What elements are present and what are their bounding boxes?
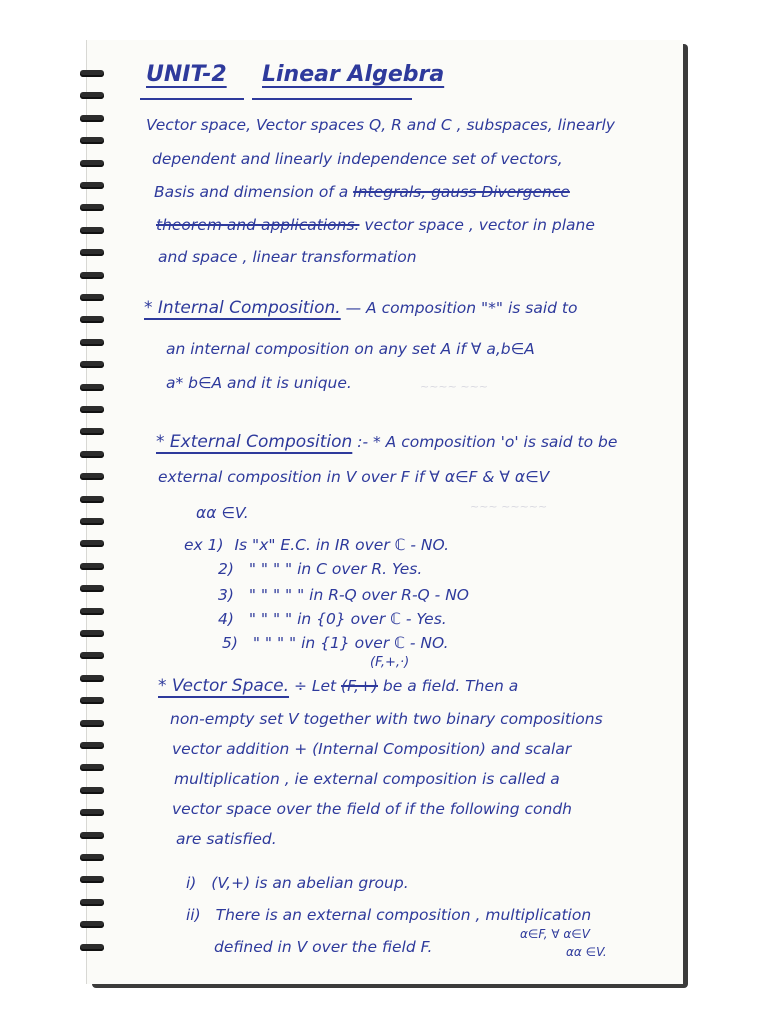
subject-underline (252, 98, 412, 100)
example-number: 3) (218, 586, 234, 604)
example-text: " " " " " in R-Q over R-Q - NO (248, 586, 469, 604)
binding-coil (80, 764, 104, 771)
condition-number: i) (186, 874, 197, 892)
syllabus-line-3-text: Basis and dimension of a (154, 183, 354, 201)
example-text: " " " " in C over R. Yes. (248, 560, 423, 578)
example-row (218, 562, 422, 578)
struck-text: Integrals, gauss Divergence (353, 183, 570, 201)
binding-coil (80, 652, 104, 659)
condition-row (186, 908, 591, 924)
binding-coil (80, 720, 104, 727)
vector-space-line-3: vector addition + (Internal Composition) and scalar (172, 740, 572, 758)
binding-coil (80, 227, 104, 234)
binding-coil (80, 675, 104, 682)
binding-coil (80, 182, 104, 189)
binding-coil (80, 294, 104, 301)
binding-coil (80, 540, 104, 547)
example-row (222, 636, 449, 652)
binding-coil (80, 832, 104, 839)
binding-coil (80, 249, 104, 256)
external-composition-line-1 (156, 434, 617, 451)
binding-coil (80, 563, 104, 570)
binding-coil (80, 160, 104, 167)
vector-space-text: be a field. Then a (377, 677, 519, 695)
example-row (184, 538, 449, 554)
binding-coil (80, 384, 104, 391)
example-number: 2) (218, 560, 234, 578)
unit-title (146, 64, 227, 86)
condition-2-note-bottom: αα ∈V. (566, 945, 607, 959)
binding-coil (80, 899, 104, 906)
bleed-through-mark: ~~~~ ~~~ (420, 380, 489, 393)
example-number: ex 1) (184, 536, 224, 554)
internal-composition-line-3: a* b∈A and it is unique. (166, 374, 352, 392)
condition-2-note-top: α∈F, ∀ α∈V (520, 927, 590, 941)
condition-text: There is an external composition , multiplication (215, 906, 592, 924)
bleed-through-mark: ~~~ ~~~~~ (470, 500, 548, 513)
binding-coil (80, 339, 104, 346)
example-row (218, 612, 447, 628)
binding-coil (80, 921, 104, 928)
vector-space-line-5: vector space over the field of if the following condh (172, 800, 572, 818)
vector-space-heading: * Vector Space. (158, 676, 290, 696)
spiral-binding (80, 70, 108, 970)
binding-coil (80, 406, 104, 413)
example-number: 5) (222, 634, 238, 652)
vector-space-text: ÷ Let (289, 677, 342, 695)
syllabus-line-1: Vector space, Vector spaces Q, R and C , subspaces, linearly (146, 116, 615, 134)
subject-name: Linear Algebra (262, 62, 445, 87)
binding-coil (80, 473, 104, 480)
title-underline (140, 98, 244, 100)
binding-coil (80, 876, 104, 883)
binding-coil (80, 272, 104, 279)
internal-composition-heading: * Internal Composition. (144, 298, 341, 318)
binding-coil (80, 944, 104, 951)
internal-composition-line-1 (144, 300, 577, 317)
condition-number: ii) (186, 906, 201, 924)
binding-coil (80, 585, 104, 592)
vector-space-line-2: non-empty set V together with two binary compositions (170, 710, 603, 728)
internal-composition-line-2: an internal composition on any set A if ∀ a,b∈A (166, 340, 535, 358)
example-text: " " " " in {1} over ℂ - NO. (252, 634, 449, 652)
syllabus-line-2: dependent and linearly independence set of vectors, (152, 150, 563, 168)
binding-coil (80, 115, 104, 122)
external-composition-text: :- * A composition 'o' is said to be (352, 433, 618, 451)
condition-row (186, 876, 409, 892)
vector-space-line-1 (158, 678, 518, 695)
example-row (218, 588, 469, 604)
binding-coil (80, 854, 104, 861)
binding-coil (80, 697, 104, 704)
external-composition-line-2: external composition in V over F if ∀ α∈F & ∀ α∈V (158, 468, 550, 486)
struck-text: (F,+) (341, 677, 378, 695)
binding-coil (80, 316, 104, 323)
binding-coil (80, 204, 104, 211)
syllabus-line-5: and space , linear transformation (158, 248, 417, 266)
binding-coil (80, 451, 104, 458)
binding-coil (80, 428, 104, 435)
binding-coil (80, 137, 104, 144)
condition-2-line-2: defined in V over the field F. (214, 938, 433, 956)
binding-coil (80, 92, 104, 99)
binding-coil (80, 608, 104, 615)
binding-coil (80, 742, 104, 749)
vector-space-line-4: multiplication , ie external composition is called a (174, 770, 560, 788)
binding-coil (80, 809, 104, 816)
external-composition-line-3: αα ∈V. (196, 504, 249, 522)
example-text: " " " " in {0} over ℂ - Yes. (248, 610, 447, 628)
syllabus-line-3 (154, 185, 570, 201)
internal-composition-text: — A composition "*" is said to (340, 299, 578, 317)
condition-text: (V,+) is an abelian group. (211, 874, 409, 892)
subject-title (262, 64, 444, 86)
binding-coil (80, 361, 104, 368)
example-text: Is "x" E.C. in IR over ℂ - NO. (234, 536, 449, 554)
syllabus-line-4-text: vector space , vector in plane (359, 216, 595, 234)
binding-coil (80, 70, 104, 77)
external-composition-heading: * External Composition (156, 432, 353, 452)
binding-coil (80, 518, 104, 525)
binding-coil (80, 787, 104, 794)
binding-coil (80, 496, 104, 503)
unit-number: UNIT-2 (146, 62, 227, 87)
vector-space-line-6: are satisfied. (176, 830, 277, 848)
field-annotation: (F,+,·) (370, 655, 410, 670)
example-number: 4) (218, 610, 234, 628)
struck-text: theorem and applications. (156, 216, 360, 234)
binding-coil (80, 630, 104, 637)
syllabus-line-4 (156, 218, 595, 234)
